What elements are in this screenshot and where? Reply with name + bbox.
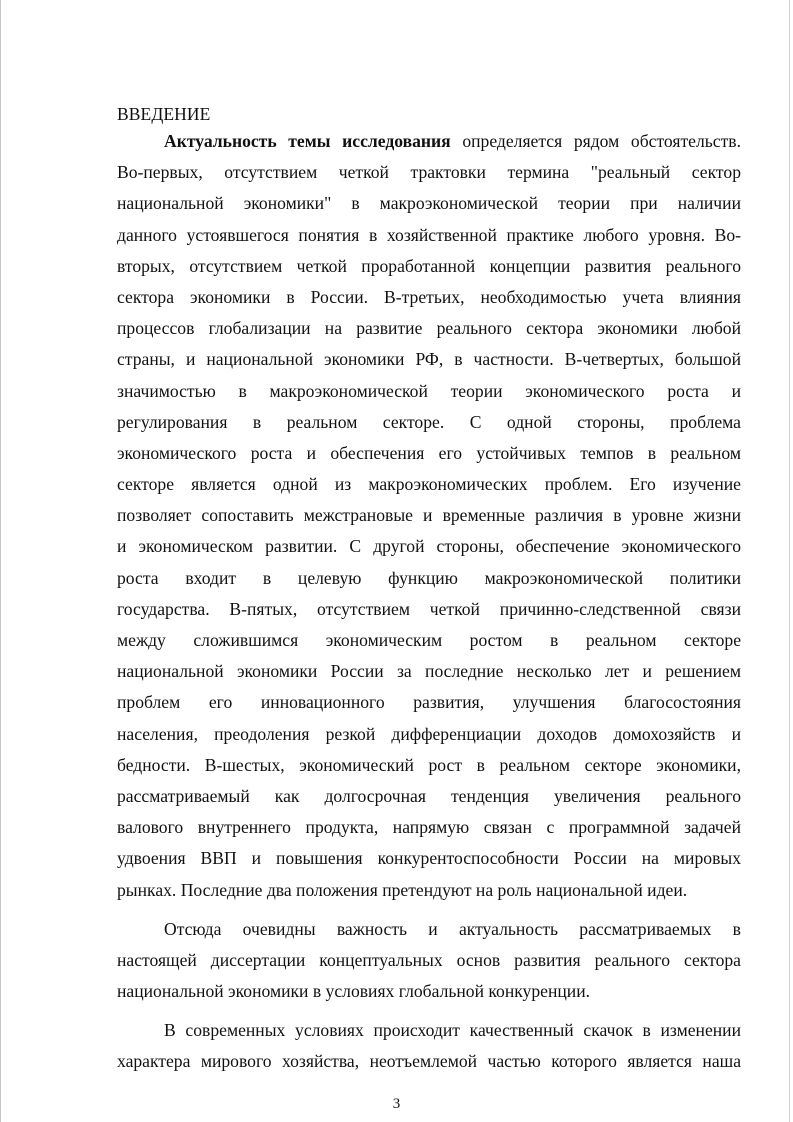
- paragraph-importance: [117, 914, 741, 1008]
- page-number: 3: [392, 1096, 401, 1112]
- text-line: настоящей диссертации концептуальных основ развития реального сектора: [117, 949, 741, 970]
- text-line: характера мирового хозяйства, неотъемлемой частью которого является наша: [117, 1051, 741, 1072]
- text-line: государства. В-пятых, отсутствием четкой причинно-следственной связи: [117, 598, 741, 619]
- text-line: валового внутреннего продукта, напрямую связан с программной задачей: [117, 817, 741, 838]
- text-line: экономического роста и обеспечения его устойчивых темпов в реальном: [117, 442, 741, 463]
- text-line: рынках. Последние два положения претендуют на роль национальной идеи.: [117, 879, 688, 900]
- text-line: Актуальность темы исследования определяется рядом обстоятельств.: [164, 131, 741, 151]
- text-line: национальной экономики в условиях глобальной конкуренции.: [117, 981, 591, 1002]
- text-line: сектора экономики в России. В-третьих, необходимостью учета влияния: [117, 286, 741, 307]
- text-line: регулирования в реальном секторе. С одной стороны, проблема: [117, 411, 741, 432]
- paragraph-relevance: [117, 126, 741, 906]
- text-line: удвоения ВВП и повышения конкурентоспособности России на мировых: [117, 848, 741, 869]
- text-line: национальной экономики" в макроэкономической теории при наличии: [117, 193, 741, 214]
- scan-right-edge: [789, 0, 790, 1122]
- text-line: населения, преодоления резкой дифференциации доходов домохозяйств и: [117, 723, 741, 744]
- text-line: вторых, отсутствием четкой проработанной концепции развития реального: [117, 255, 741, 276]
- text-line: Отсюда очевидны важность и актуальность рассматриваемых в: [164, 918, 741, 939]
- text-line: данного устоявшегося понятия в хозяйственной практике любого уровня. Во-: [117, 224, 741, 245]
- text-line: секторе является одной из макроэкономических проблем. Его изучение: [117, 474, 741, 495]
- text-line: национальной экономики России за последние несколько лет и решением: [117, 661, 741, 682]
- paragraph-modern-conditions: [117, 1015, 741, 1077]
- text-line: рассматриваемый как долгосрочная тенденция увеличения реального: [117, 785, 741, 806]
- text-line: роста входит в целевую функцию макроэкономической политики: [117, 567, 741, 588]
- text-line: проблем его инновационного развития, улучшения благосостояния: [117, 692, 741, 713]
- text-line: позволяет сопоставить межстрановые и временные различия в уровне жизни: [117, 505, 741, 526]
- text-line: и экономическом развитии. С другой стороны, обеспечение экономического: [117, 536, 741, 557]
- text-line: значимостью в макроэкономической теории экономического роста и: [117, 380, 741, 401]
- paragraph-gap: [117, 1007, 741, 1015]
- section-heading: ВВЕДЕНИЕ: [117, 104, 211, 124]
- text-line: Во-первых, отсутствием четкой трактовки термина "реальный сектор: [117, 162, 741, 183]
- text-line: между сложившимся экономическим ростом в реальном секторе: [117, 630, 741, 650]
- text-line: В современных условиях происходит качественный скачок в изменении: [164, 1020, 741, 1041]
- text-line: бедности. В-шестых, экономический рост в реальном секторе экономики,: [117, 754, 741, 775]
- text-line: страны, и национальной экономики РФ, в частности. В-четвертых, большой: [117, 349, 741, 370]
- paragraph-gap: [117, 906, 741, 914]
- scan-left-edge: [0, 0, 1, 1122]
- text-line: процессов глобализации на развитие реального сектора экономики любой: [117, 318, 741, 339]
- body-text: [117, 126, 741, 1078]
- bold-lead-phrase: Актуальность темы исследования: [164, 131, 451, 151]
